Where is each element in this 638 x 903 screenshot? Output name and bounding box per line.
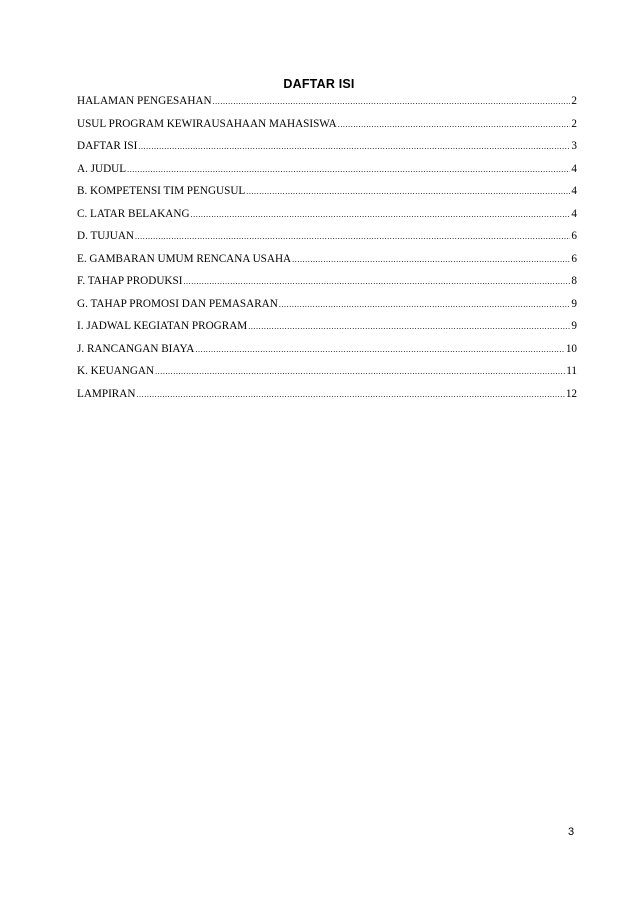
dot-leader <box>191 208 571 222</box>
toc-entry-label: I. JADWAL KEGIATAN PROGRAM <box>77 320 248 332</box>
toc-entry-label: D. TUJUAN <box>77 230 134 242</box>
toc-title: DAFTAR ISI <box>283 77 355 91</box>
toc-entry-page: 4 <box>571 162 577 175</box>
toc-entry-label: K. KEUANGAN <box>77 365 155 377</box>
dot-leader <box>127 163 570 177</box>
dot-leader <box>195 343 564 357</box>
toc-entry-label: J. RANCANGAN BIAYA <box>77 342 195 355</box>
toc-entry[interactable] <box>77 274 577 297</box>
dot-leader <box>213 95 571 109</box>
toc-entry-page: 4 <box>571 185 577 197</box>
toc-entry-label: LAMPIRAN <box>77 387 136 400</box>
dot-leader <box>292 253 570 267</box>
toc-entry[interactable] <box>77 184 577 207</box>
toc-entry-label: A. JUDUL <box>77 162 127 175</box>
toc-entry-label: G. TAHAP PROMOSI DAN PEMASARAN <box>77 297 278 310</box>
toc-entry[interactable] <box>77 162 577 185</box>
toc-entry-label: E. GAMBARAN UMUM RENCANA USAHA <box>77 252 292 265</box>
toc-entry-page: 10 <box>565 342 577 355</box>
toc-entry-page: 3 <box>571 140 577 152</box>
dot-leader <box>338 118 571 132</box>
toc-entry[interactable] <box>77 94 577 117</box>
toc-entry-label: C. LATAR BELAKANG <box>77 207 190 220</box>
dot-leader <box>246 185 570 199</box>
dot-leader <box>248 320 570 334</box>
toc-entry-page: 12 <box>565 387 577 400</box>
toc-entry[interactable] <box>77 117 577 140</box>
dot-leader <box>155 365 565 379</box>
toc-entry-page: 2 <box>571 117 577 130</box>
dot-leader <box>136 388 564 402</box>
toc-entry-page: 9 <box>571 320 577 332</box>
dot-leader <box>138 140 570 154</box>
toc-entry-page: 6 <box>571 230 577 242</box>
toc-entry-page: 2 <box>571 95 577 107</box>
toc-list <box>77 94 577 409</box>
toc-entry[interactable] <box>77 387 577 410</box>
toc-entry[interactable] <box>77 342 577 365</box>
dot-leader <box>183 275 570 289</box>
toc-entry[interactable] <box>77 297 577 320</box>
toc-entry[interactable] <box>77 319 577 342</box>
toc-entry-label: B. KOMPETENSI TIM PENGUSUL <box>77 185 246 197</box>
toc-entry-label: HALAMAN PENGESAHAN <box>77 95 212 107</box>
toc-entry-page: 4 <box>571 207 577 220</box>
toc-entry[interactable] <box>77 139 577 162</box>
dot-leader <box>279 298 571 312</box>
page-number: 3 <box>568 826 575 838</box>
toc-entry-label: USUL PROGRAM KEWIRAUSAHAAN MAHASISWA <box>77 117 337 130</box>
dot-leader <box>135 230 570 244</box>
toc-entry-page: 8 <box>571 275 577 287</box>
toc-entry[interactable] <box>77 229 577 252</box>
toc-entry-page: 6 <box>571 252 577 265</box>
toc-entry[interactable] <box>77 252 577 275</box>
toc-entry[interactable] <box>77 207 577 230</box>
toc-entry-page: 11 <box>566 365 577 377</box>
toc-entry[interactable] <box>77 364 577 387</box>
toc-entry-label: F. TAHAP PRODUKSI <box>77 275 183 287</box>
toc-entry-label: DAFTAR ISI <box>77 140 138 152</box>
toc-entry-page: 9 <box>571 297 577 310</box>
